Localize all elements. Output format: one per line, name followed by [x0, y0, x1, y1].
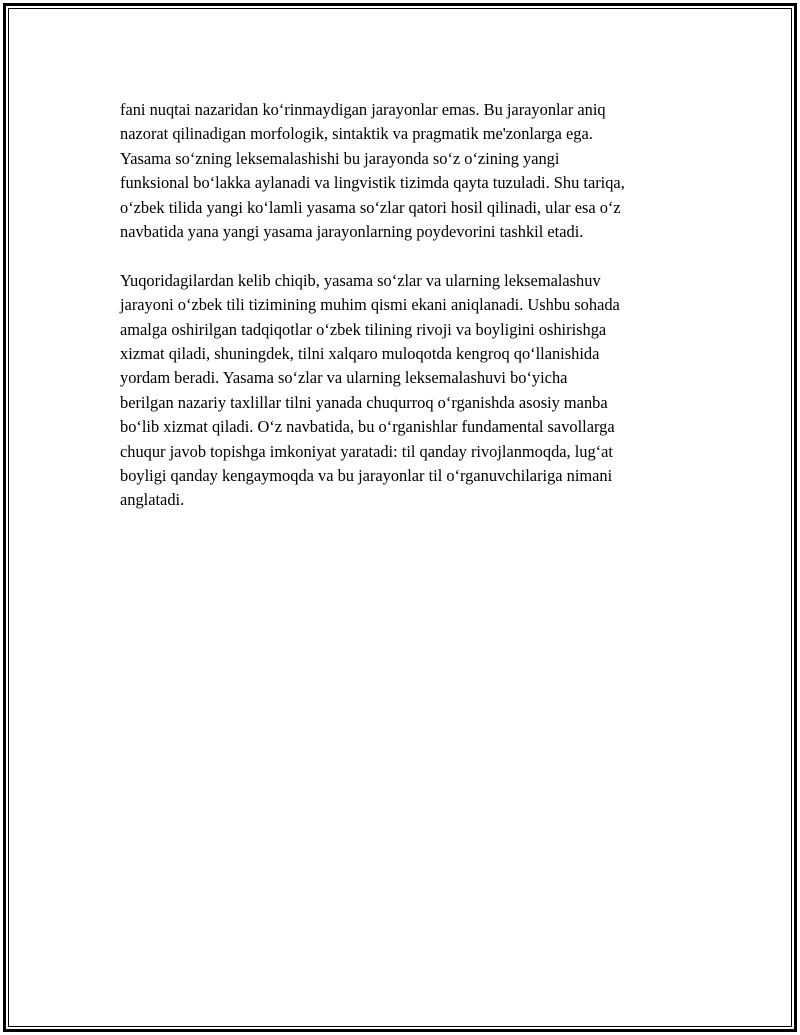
- paragraph-1: fani nuqtai nazaridan ko‘rinmaydigan jarayonlar emas. Bu jarayonlar aniq nazorat qilinadigan morfologik, sintaktik va pragmatik me'zonlarga ega. Yasama so‘zning leksemalashishi bu jarayonda so‘z o‘zining yangi funksional bo‘lakka aylanadi va lingvistik tizimda qayta tuzuladi. Shu tariqa, o‘zbek tilida yangi ko‘lamli yasama so‘zlar qatori hosil qilinadi, ular esa o‘z navbatida yana yangi yasama jarayonlarning poydevorini tashkil etadi.: [120, 100, 625, 242]
- document-body: [120, 98, 705, 537]
- page-border: [3, 3, 797, 1032]
- paragraph-2: Yuqoridagilardan kelib chiqib, yasama so‘zlar va ularning leksemalashuv jarayoni o‘zbek tili tizimining muhim qismi ekani aniqlanadi. Ushbu sohada amalga oshirilgan tadqiqotlar o‘zbek tilining rivoji va boyligini oshirishga xizmat qiladi, shuningdek, tilni xalqaro muloqotda kengroq qo‘llanishida yordam beradi. Yasama so‘zlar va ularning leksemalashuvi bo‘yicha berilgan nazariy taxlillar tilni yanada chuqurroq o‘rganishda asosiy manba bo‘lib xizmat qiladi. O‘z navbatida, bu o‘rganishlar fundamental savollarga chuqur javob topishga imkoniyat yaratadi: til qanday rivojlanmoqda, lug‘at boyligi qanday kengaymoqda va bu jarayonlar til o‘rganuvchilariga nimani anglatadi.: [120, 270, 620, 510]
